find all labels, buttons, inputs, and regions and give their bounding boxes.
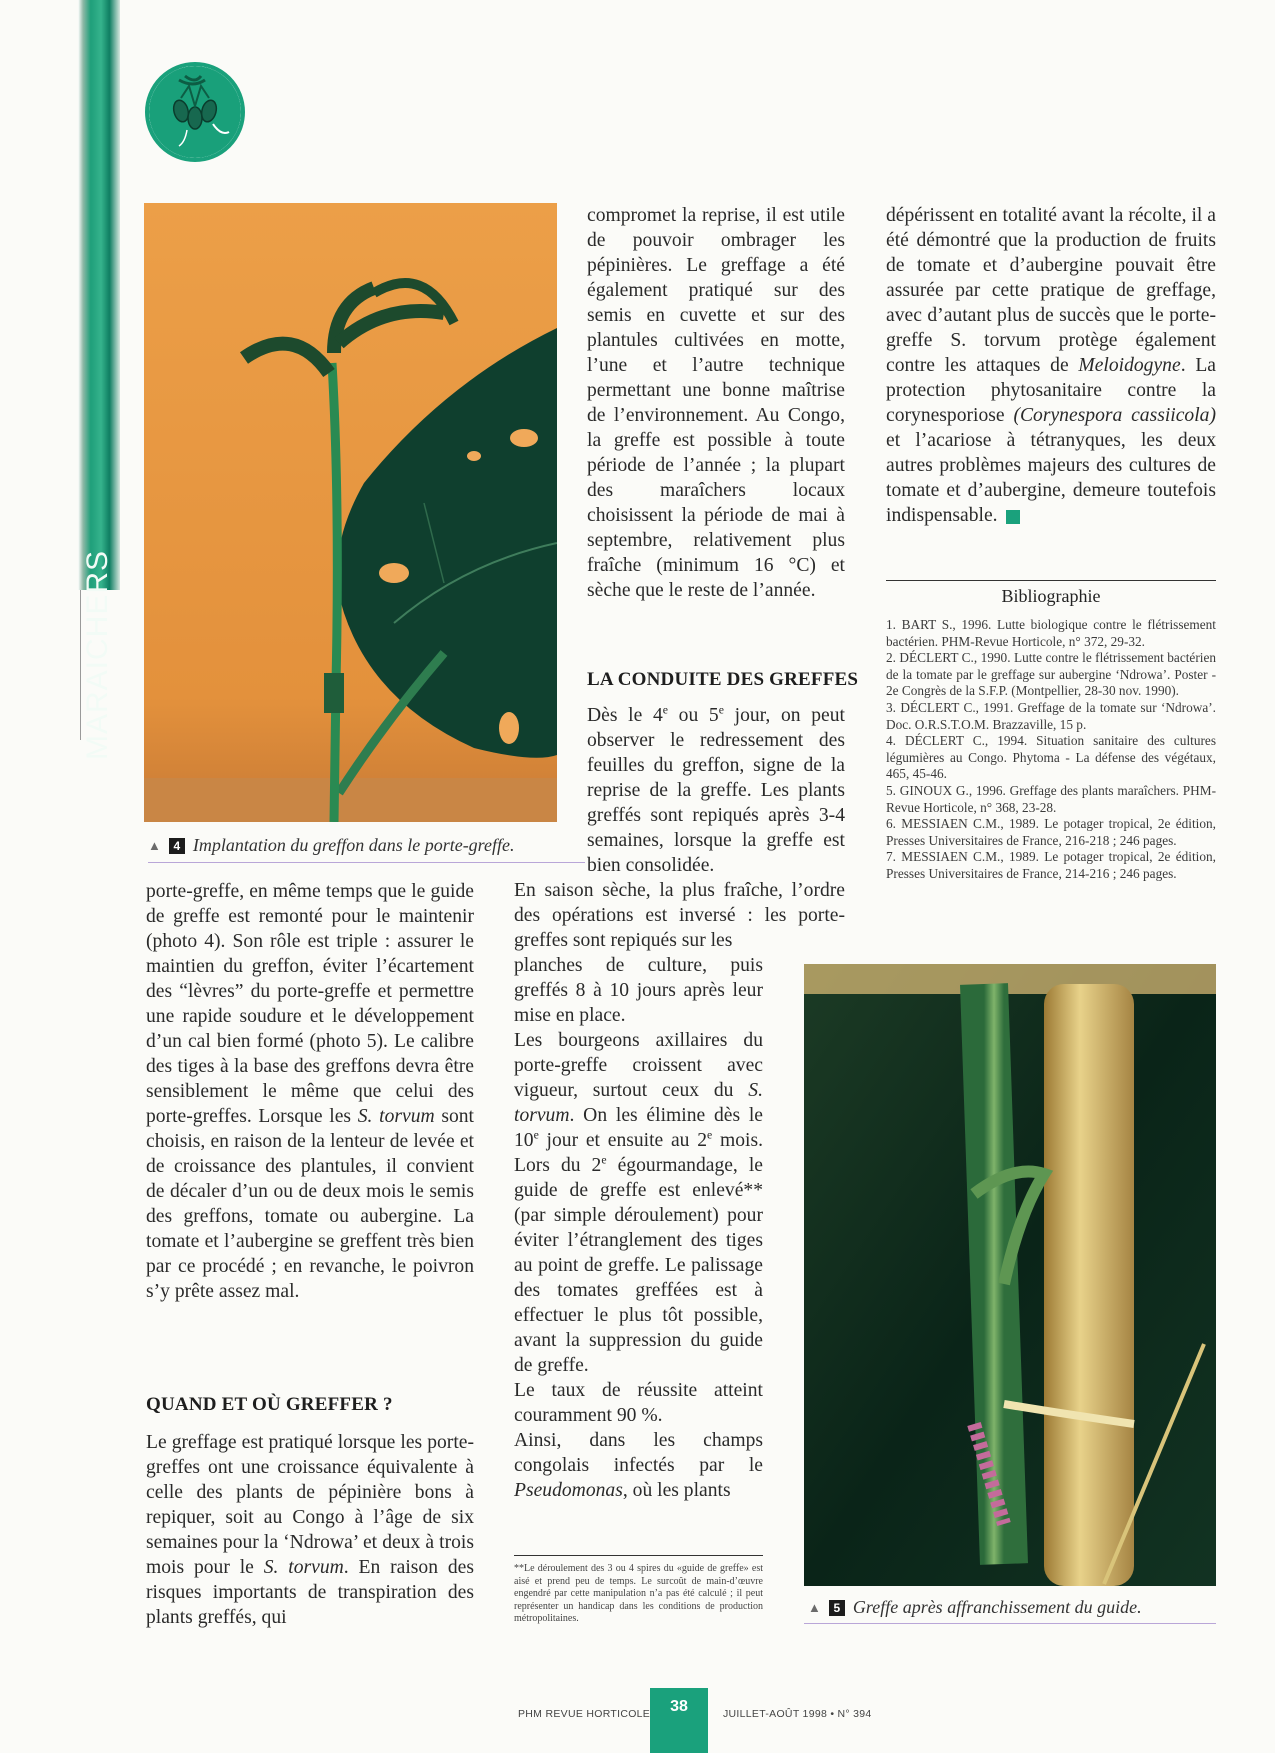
bibliography-item: 6. MESSIAEN C.M., 1989. Le potager tropical, 2e édition, Presses Universitaires de France, 216-218 ; 246 pages. <box>886 816 1216 848</box>
bibliography-item: 1. BART S., 1996. Lutte biologique contre le flétrissement bactérien. PHM-Revue Horticole, n° 372, 29-32. <box>886 617 1216 649</box>
photo-graft-implantation <box>144 203 557 822</box>
caption-rule <box>804 1623 1216 1624</box>
biblio-rule <box>886 580 1216 581</box>
paragraph: Les bourgeons axillaires du porte-greffe croissent avec vigueur, surtout ceux du S. torvum. On les élimine dès le 10e jour et ensuite au 2e mois. Lors du 2e égourmandage, le guide de greffe est enlevé** (par simple déroulement) pour éviter l’étranglement des tiges au point de greffe. Le palissage des tomates greffées est à effectuer le plus tôt possible, avant la suppression du guide de greffe. <box>514 1030 763 1376</box>
figure-number: 5 <box>829 1600 845 1616</box>
column-2-text <box>587 203 845 603</box>
page-number: 38 <box>650 1688 708 1753</box>
bibliography-item: 5. GINOUX G., 1996. Greffage des plants maraîchers. PHM-Revue Horticole, n° 368, 23-28. <box>886 782 1216 815</box>
column-2-text-4 <box>514 953 763 1503</box>
section-heading: QUAND ET OÙ GREFFER ? <box>146 1394 393 1415</box>
paragraph: porte-greffe, en même temps que le guide de greffe est remonté pour le maintenir (photo 4). Son rôle est triple : assurer le maintien du greffon, éviter l’écartement des “lèvres” du porte-greffe et permettre une rapide soudure et le développement d’un cal bien formé (photo 5). Le calibre des tiges à la base des greffons devra être sensiblement le même que celui des porte-greffes. Lorsque les S. torvum sont choisis, en raison de la lenteur de levée et de croissance des plantules, il convient de décaler d’un ou de deux mois le semis des greffons, tomate ou aubergine. La tomate et l’aubergine se greffent très bien par ce procédé ; en revanche, le poivron s’y prête assez mal. <box>146 881 474 1302</box>
column-2-text-3 <box>514 878 845 953</box>
section-heading: LA CONDUITE DES GREFFES <box>587 669 859 690</box>
paragraph: Le taux de réussite atteint couramment 90 %. <box>514 1380 763 1426</box>
triangle-icon: ▲ <box>808 1599 821 1615</box>
section-logo-icon <box>145 62 245 162</box>
footnote: **Le déroulement des 3 ou 4 spires du «guide de greffe» est aisé et prend peu de temps. Le surcoût de main-d’œuvre engendré par cette manipulation n’a pas été calculé ; il peut représenter un handicap dans les conditions de production métropolitaines. <box>514 1563 763 1625</box>
bibliography-title: Bibliographie <box>1001 586 1101 606</box>
bibliography-item: 7. MESSIAEN C.M., 1989. Le potager tropical, 2e édition, Presses Universitaires de France, 214-216 ; 246 pages. <box>886 849 1216 881</box>
column-2-text-2 <box>587 703 845 878</box>
paragraph: En saison sèche, la plus fraîche, l’ordre des opérations est inversé : les porte-greffes sont repiqués sur les <box>514 880 845 951</box>
bibliography-item: 2. DÉCLERT C., 1990. Lutte contre le flétrissement bactérien de la tomate par le greffage sur aubergine ‘Ndrowa’. Poster - 2e Congrès de la S.F.P. (Montpellier, 28-30 nov. 1990). <box>886 650 1216 699</box>
photo-graft-after-guide <box>804 964 1216 1586</box>
paragraph: compromet la reprise, il est utile de pouvoir ombrager les pépinières. Le greffage a été également pratiqué sur des semis en cuvette et sur des plantules cultivées en motte, l’une et l’autre technique permettant une bonne maîtrise de l’environnement. Au Congo, la greffe est possible à toute période de l’année ; la plupart des maraîchers locaux choisissent la période de mai à septembre, relativement plus fraîche (minimum 16 °C) et sèche que le reste de l’année. <box>587 205 845 601</box>
paragraph: Ainsi, dans les champs congolais infectés par le Pseudomonas, où les plants <box>514 1430 763 1501</box>
end-of-article-icon <box>1006 510 1020 524</box>
bibliography-list <box>886 617 1216 883</box>
column-1-text <box>146 879 474 1304</box>
photo5-caption <box>808 1597 1208 1618</box>
paragraph: Le greffage est pratiqué lorsque les porte-greffes ont une croissance équivalente à celle des plants de pépinière bons à repiquer, soit au Congo à l’âge de six semaines pour la ‘Ndrowa’ et deux à trois mois pour le S. torvum. En raison des risques importants de transpiration des plants greffés, qui <box>146 1432 474 1628</box>
footer-journal: PHM REVUE HORTICOLE <box>518 1708 651 1720</box>
footer-issue: JUILLET-AOÛT 1998 • N° 394 <box>723 1708 872 1720</box>
column-3-text <box>886 203 1216 528</box>
footnote-rule <box>514 1555 763 1556</box>
section-rubric: MARAICHERS <box>81 549 114 760</box>
paragraph: dépérissent en totalité avant la récolte, il a été démontré que la production de fruits de tomate et d’aubergine pouvait être assurée par cette pratique de greffage, avec d’autant plus de succès que le porte-greffe S. torvum protège également contre les attaques de Meloidogyne. La protection phytosanitaire contre la corynesporiose (Corynespora cassiicola) et l’acariose à tétranyques, les deux autres problèmes majeurs des cultures de tomate et d’aubergine, demeure toutefois indispensable. <box>886 205 1216 526</box>
caption-text: Greffe après affranchissement du guide. <box>852 1597 1142 1617</box>
figure-number: 4 <box>169 838 185 854</box>
bibliography-item: 3. DÉCLERT C., 1991. Greffage de la tomate sur ‘Ndrowa’. Doc. O.R.S.T.O.M. Brazzaville, 15 p. <box>886 699 1216 732</box>
paragraph: Dès le 4e ou 5e jour, on peut observer le redressement des feuilles du greffon, signe de la reprise de la greffe. Les plants greffés sont repiqués après 3-4 semaines, lorsque la greffe est bien consolidée. <box>587 703 845 876</box>
column-1-text-2 <box>146 1430 474 1630</box>
caption-text: Implantation du greffon dans le porte-greffe. <box>192 835 515 855</box>
paragraph: planches de culture, puis greffés 8 à 10 jours après leur mise en place. <box>514 955 763 1026</box>
caption-rule <box>148 862 585 863</box>
photo4-caption <box>148 835 548 856</box>
triangle-icon: ▲ <box>148 837 161 853</box>
bibliography-item: 4. DÉCLERT C., 1994. Situation sanitaire des cultures légumières au Congo. Phytoma - La défense des végétaux, 465, 45-46. <box>886 733 1216 782</box>
